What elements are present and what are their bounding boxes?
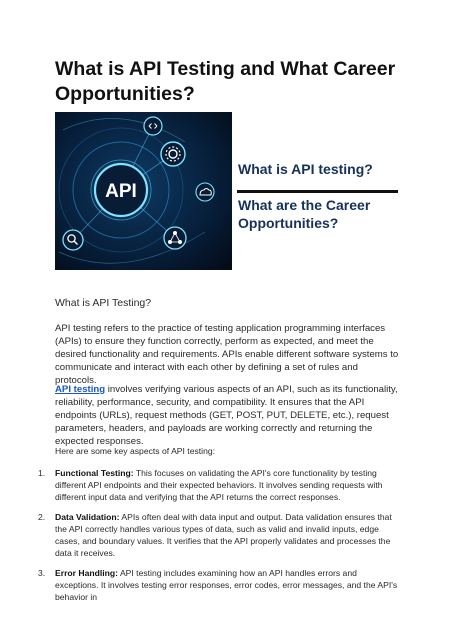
list-text: APIs often deal with data input and output. Data validation ensures that the API correctly handles various types of data, such as valid and invalid inputs, edge cases, and boundary values. It verifies that the API properly validates and processes the data it receives.	[55, 512, 392, 558]
api-hero-image	[55, 112, 232, 270]
list-item	[38, 467, 400, 503]
section-heading: What is API Testing?	[55, 297, 152, 309]
list-term: Error Handling:	[55, 568, 119, 578]
banner-question-1: What is API testing?	[238, 161, 373, 177]
page-title: What is API Testing and What Career Opportunities?	[55, 58, 396, 105]
hero-banner	[55, 112, 398, 270]
search-icon	[63, 230, 83, 250]
list-number: 2.	[38, 512, 46, 522]
network-icon	[164, 227, 186, 249]
list-text: API testing includes examining how an API handles errors and exceptions. It involves testing error responses, error codes, error messages, and the API's behavior in	[55, 568, 398, 602]
cloud-icon	[196, 183, 214, 201]
settings-icon	[161, 142, 185, 166]
list-text: This focuses on validating the API's core functionality by testing different API endpoints and their expected behaviors. It involves sending requests with different input data and verifying that the API returns the correct responses.	[55, 468, 383, 502]
paragraph-api-testing	[55, 383, 400, 448]
list-intro: Here are some key aspects of API testing:	[55, 446, 216, 456]
paragraph-body: involves verifying various aspects of an API, such as its functionality, reliability, performance, security, and compatibility. It ensures that the API endpoints (URLs), request methods (GET, POST, PUT, DELETE, etc.), request parameters, headers, and payloads are working correctly and returning the expected responses.	[55, 384, 398, 447]
api-logo-text: API	[105, 181, 137, 202]
api-testing-link[interactable]: API testing	[55, 384, 106, 395]
banner-question-2: What are the Career Opportunities?	[238, 197, 371, 231]
list-term: Data Validation:	[55, 512, 120, 522]
list-number: 1.	[38, 468, 46, 478]
list-number: 3.	[38, 568, 46, 578]
paragraph-intro: API testing refers to the practice of testing application programming interfaces (APIs) to ensure they function correctly, perform as expected, and meet the desired functionality and requirements. APIs enable different software systems to communicate and interact with each other by defining a set of rules and protocols.	[55, 323, 399, 386]
list-item	[38, 511, 400, 559]
list-item	[38, 567, 400, 603]
key-aspects-list	[38, 467, 400, 611]
banner-divider	[237, 190, 398, 193]
code-icon	[144, 117, 162, 135]
list-term: Functional Testing:	[55, 468, 134, 478]
